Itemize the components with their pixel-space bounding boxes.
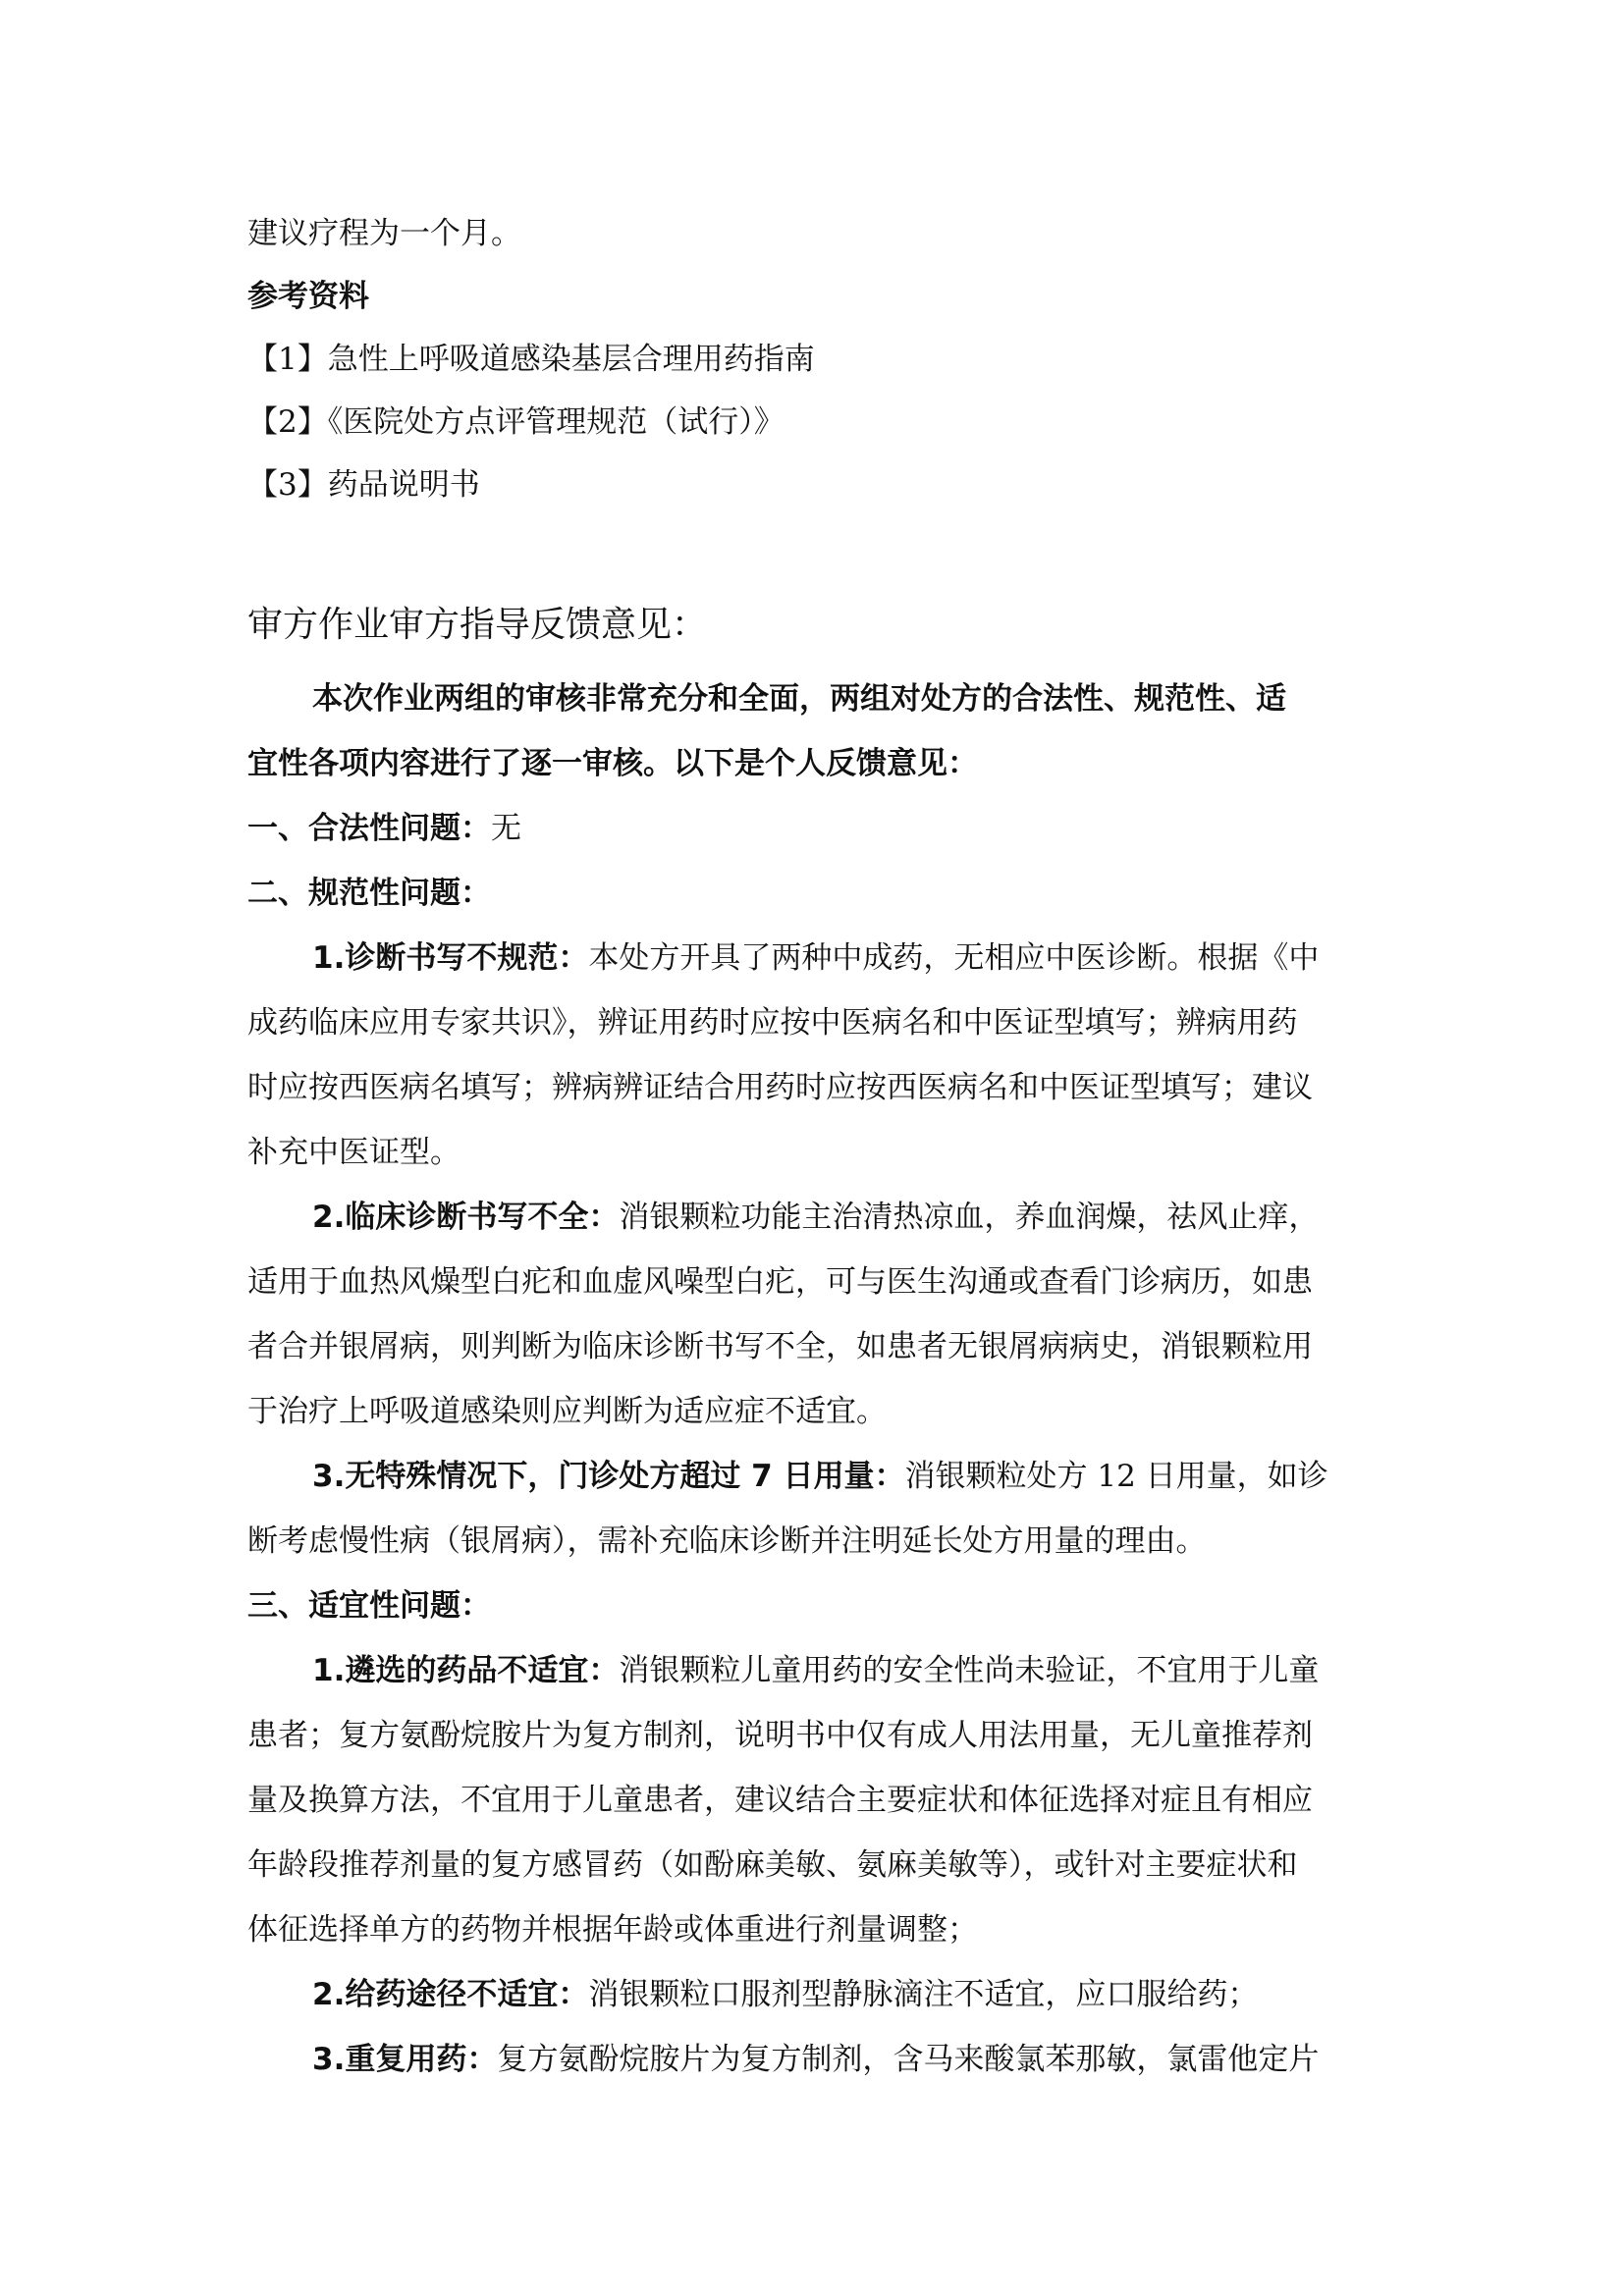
std-item-3-line: 断考虑慢性病（银屑病），需补充临床诊断并注明延长处方用量的理由。 <box>247 1523 1207 1559</box>
app-item-1-title: 1.遴选的药品不适宜： <box>312 1653 620 1688</box>
std-item-2-line: 于治疗上呼吸道感染则应判断为适应症不适宜。 <box>247 1394 887 1429</box>
std-item-1-first-line <box>312 938 1391 978</box>
app-item-3-title: 3.重复用药： <box>312 2042 498 2077</box>
std-item-3-title: 3.无特殊情况下，门诊处方超过 7 日用量： <box>312 1459 905 1494</box>
app-item-2-title: 2.给药途径不适宜： <box>312 1977 589 2012</box>
std-item-2-first-line <box>312 1198 1391 1237</box>
appropriateness-label: 三、适宜性问题： <box>247 1588 491 1624</box>
references-title: 参考资料 <box>247 279 369 314</box>
app-item-1-first-line <box>312 1651 1391 1690</box>
app-item-2-text: 消银颗粒口服剂型静脉滴注不适宜，应口服给药； <box>588 1977 1259 2012</box>
app-item-1-text: 消银颗粒儿童用药的安全性尚未验证，不宜用于儿童 <box>619 1653 1320 1688</box>
std-item-1-title: 1.诊断书写不规范： <box>312 940 589 976</box>
app-item-1-line: 年龄段推荐剂量的复方感冒药（如酚麻美敏、氨麻美敏等），或针对主要症状和 <box>247 1847 1298 1883</box>
std-item-2-title: 2.临床诊断书写不全： <box>312 1200 620 1235</box>
reference-item-1: 【1】急性上呼吸道感染基层合理用药指南 <box>247 342 815 377</box>
std-item-1-line: 成药临床应用专家共识》，辨证用药时应按中医病名和中医证型填写；辨病用药 <box>247 1005 1298 1041</box>
std-item-1-line: 补充中医证型。 <box>247 1135 460 1170</box>
std-item-3-text: 消银颗粒处方 12 日用量，如诊 <box>904 1459 1328 1494</box>
reference-item-3: 【3】药品说明书 <box>247 467 480 503</box>
std-item-1-line: 时应按西医病名填写；辨病辨证结合用药时应按西医病名和中医证型填写；建议 <box>247 1070 1313 1105</box>
intro-line-2: 宜性各项内容进行了逐一审核。以下是个人反馈意见： <box>247 746 978 781</box>
app-item-1-line: 量及换算方法，不宜用于儿童患者，建议结合主要症状和体征选择对症且有相应 <box>247 1783 1313 1818</box>
reference-item-2: 【2】《医院处方点评管理规范（试行）》 <box>247 404 785 440</box>
legality-label: 一、合法性问题： <box>247 811 491 846</box>
std-item-2-text: 消银颗粒功能主治清热凉血，养血润燥，祛风止痒， <box>619 1200 1320 1235</box>
legality-value: 无 <box>491 811 521 846</box>
legality-row <box>247 809 1391 848</box>
std-item-2-line: 适用于血热风燥型白疕和血虚风噪型白疕，可与医生沟通或查看门诊病历，如患 <box>247 1264 1313 1300</box>
app-item-3-text: 复方氨酚烷胺片为复方制剂，含马来酸氯苯那敏，氯雷他定片 <box>497 2042 1320 2077</box>
app-item-2-first-line <box>312 1975 1391 2014</box>
std-item-1-text: 本处方开具了两种中成药，无相应中医诊断。根据《中 <box>588 940 1320 976</box>
intro-line-1: 本次作业两组的审核非常充分和全面，两组对处方的合法性、规范性、适 <box>312 681 1286 717</box>
std-item-2-line: 者合并银屑病，则判断为临床诊断书写不全，如患者无银屑病病史，消银颗粒用 <box>247 1329 1313 1364</box>
app-item-3-first-line <box>312 2040 1391 2079</box>
feedback-title: 审方作业审方指导反馈意见： <box>247 605 708 645</box>
standardization-label: 二、规范性问题： <box>247 876 491 911</box>
app-item-1-line: 患者；复方氨酚烷胺片为复方制剂，说明书中仅有成人用法用量，无儿童推荐剂 <box>247 1718 1313 1753</box>
app-item-1-line: 体征选择单方的药物并根据年龄或体重进行剂量调整； <box>247 1912 978 1948</box>
std-item-3-first-line <box>312 1457 1391 1496</box>
course-duration-text: 建议疗程为一个月。 <box>247 216 521 251</box>
